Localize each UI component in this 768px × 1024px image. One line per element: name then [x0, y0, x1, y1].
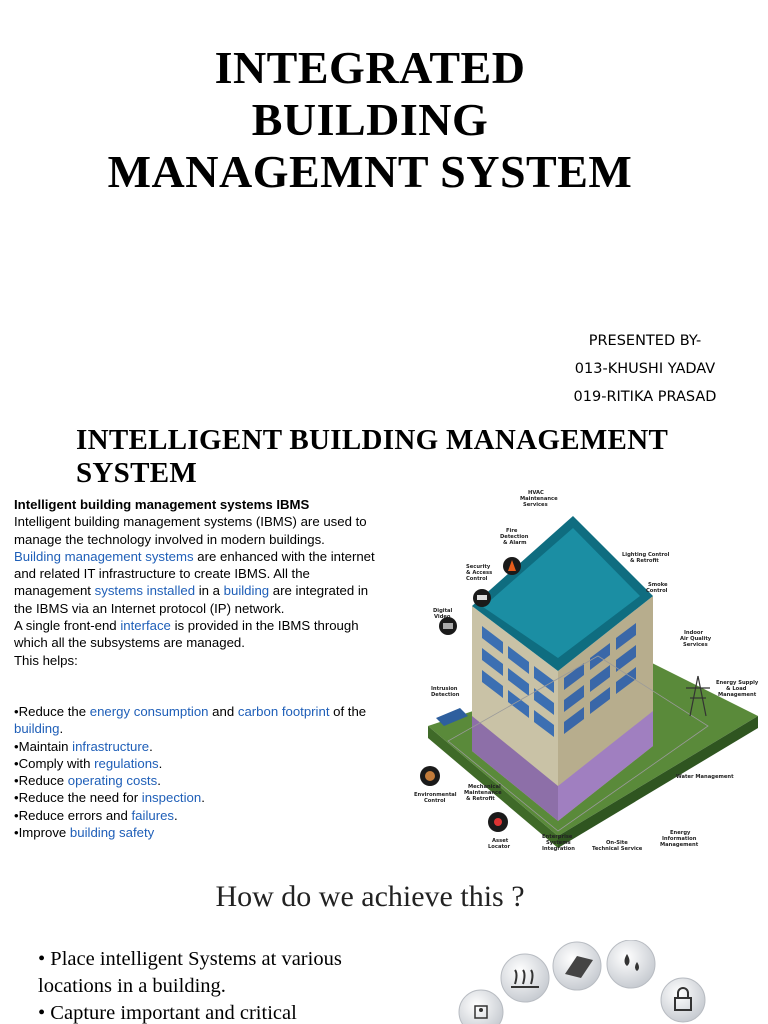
solar-panel-icon [553, 942, 601, 990]
link-infrastructure[interactable]: infrastructure [72, 738, 150, 754]
svg-text:Control: Control [646, 588, 668, 594]
para-line: the IBMS via an Internet protocol (IP) network. [14, 600, 285, 616]
bullet-item [14, 738, 414, 755]
bullet-text: and [208, 703, 238, 719]
presenters-block [560, 327, 730, 411]
svg-text:Detection: Detection [500, 534, 529, 540]
slide3-bullets [38, 946, 398, 1024]
slide1-title [60, 42, 680, 198]
user-icon [459, 990, 503, 1024]
slide1-title-line-3: MANAGEMNT SYSTEM [107, 146, 633, 197]
para-line: Intelligent building management systems (IBMS) are used to [14, 514, 367, 530]
svg-text:& Retrofit: & Retrofit [466, 796, 495, 802]
bullet-text: •Maintain [14, 738, 73, 754]
label-energy-info: Energy [670, 830, 691, 836]
para-line [14, 548, 414, 565]
label-hvac: HVAC [528, 490, 544, 496]
svg-text:Video: Video [434, 614, 451, 620]
bullet-text: of the [329, 703, 367, 719]
bullet-item [14, 807, 414, 824]
building-illustration [408, 486, 764, 860]
svg-text:Technical Service: Technical Service [592, 846, 643, 852]
system-icons [455, 940, 755, 1024]
slide3-bullet-line: locations in a building. [38, 975, 226, 997]
svg-text:Control: Control [424, 798, 446, 804]
svg-text:Air Quality: Air Quality [680, 636, 712, 642]
ibms-description [14, 496, 414, 841]
label-energy-supply: Energy Supply [716, 680, 759, 686]
label-intrusion: Intrusion [431, 686, 458, 692]
svg-text:Integration: Integration [542, 846, 575, 852]
bullet-text: •Reduce the [14, 703, 90, 719]
svg-text:& Retrofit: & Retrofit [630, 558, 659, 564]
para-text: in a [195, 583, 224, 599]
water-drop-icon [607, 940, 655, 988]
bullet-text: . [149, 738, 153, 754]
slide3-title: How do we achieve this ? [215, 880, 525, 913]
presented-by-label: PRESENTED BY- [588, 333, 702, 349]
svg-text:& Load: & Load [726, 686, 747, 692]
lock-icon [661, 978, 705, 1022]
svg-text:Management: Management [718, 692, 757, 698]
bullet-text: . [174, 807, 178, 823]
slide3-bullet-line: • Place intelligent Systems at various [38, 948, 342, 970]
svg-text:Management: Management [660, 842, 699, 848]
link-carbon-footprint[interactable]: carbon footprint [237, 703, 330, 719]
system-icons-row [455, 940, 755, 1024]
para-line [14, 617, 414, 634]
link-energy-consumption[interactable]: energy consumption [89, 703, 209, 719]
bullet-text: . [157, 773, 161, 789]
bullet-item [14, 824, 414, 841]
bullet-text: . [59, 721, 64, 737]
link-building[interactable]: building [223, 583, 270, 599]
label-mechanical: Mechanical [468, 784, 501, 790]
para-text: are enhanced with the internet [193, 548, 375, 564]
label-smoke: Smoke [648, 582, 668, 588]
bullet-text: •Reduce errors and [14, 807, 132, 823]
ibms-heading: Intelligent building management systems IBMS [14, 497, 310, 512]
label-lighting: Lighting Control [622, 552, 670, 558]
label-environmental: Environmental [414, 792, 457, 798]
link-building-management-systems[interactable]: Building management systems [14, 548, 194, 564]
label-onsite: On-Site [606, 840, 628, 846]
para-text: A single front-end [14, 618, 121, 634]
slide3-bullet-line: • Capture important and critical [38, 1002, 297, 1024]
slide1-title-line-1: INTEGRATED [214, 42, 526, 93]
svg-text:& Alarm: & Alarm [503, 540, 527, 546]
label-enterprise: Enterprise [542, 834, 573, 840]
para-line: which all the subsystems are managed. [14, 635, 245, 651]
link-building-safety[interactable]: building safety [69, 825, 155, 841]
bullet-text: •Comply with [14, 755, 95, 771]
hvac-icon [501, 954, 549, 1002]
slide2-title-line-2: SYSTEM [76, 457, 198, 489]
para-text: is provided in the IBMS through [170, 618, 359, 634]
slide1-title-line-2: BUILDING [251, 94, 489, 145]
link-inspection[interactable]: inspection [141, 790, 202, 806]
label-air: Indoor [684, 630, 704, 636]
slide2-title-line-1: INTELLIGENT BUILDING MANAGEMENT [76, 424, 669, 456]
label-fire: Fire [506, 528, 518, 534]
svg-text:Information: Information [662, 836, 697, 842]
para-text: are integrated in [269, 583, 369, 599]
svg-text:Locator: Locator [488, 844, 511, 850]
svg-text:Maintenance: Maintenance [520, 496, 558, 502]
bullet-item [14, 755, 414, 772]
label-asset: Asset [492, 838, 509, 844]
link-failures[interactable]: failures [131, 807, 175, 823]
link-interface[interactable]: interface [120, 618, 171, 634]
bullet-item [14, 703, 414, 720]
ibms-building-diagram [408, 486, 764, 860]
bullet-item [14, 789, 414, 806]
bullet-text: . [158, 755, 163, 771]
para-text: management [14, 583, 95, 599]
svg-text:Detection: Detection [431, 692, 460, 698]
bullet-text: •Improve [14, 825, 70, 841]
slide2-title [76, 424, 756, 490]
para-line: This helps: [14, 652, 78, 668]
para-line [14, 582, 414, 599]
bullet-item [14, 772, 414, 789]
spacer [14, 669, 414, 703]
link-regulations[interactable]: regulations [94, 755, 159, 771]
link-operating-costs[interactable]: operating costs [67, 773, 158, 789]
svg-text:Systems: Systems [546, 840, 571, 846]
label-security: Security [466, 564, 491, 570]
svg-text:& Access: & Access [466, 570, 493, 576]
para-line: manage the technology involved in modern buildings. [14, 531, 325, 547]
link-systems-installed[interactable]: systems installed [94, 583, 196, 599]
para-line: and related IT infrastructure to create IBMS. All the [14, 566, 310, 582]
svg-text:Services: Services [523, 502, 548, 508]
bullet-text: •Reduce [14, 773, 68, 789]
label-video: Digital [433, 608, 453, 614]
link-building-2[interactable]: building [14, 721, 60, 737]
bullet-item-continuation [14, 720, 414, 737]
label-water: Water Management [676, 774, 734, 780]
presenter-2: 019-RITIKA PRASAD [573, 389, 717, 405]
bullet-text: . [201, 790, 205, 806]
svg-text:Services: Services [683, 642, 708, 648]
presenter-1: 013-KHUSHI YADAV [574, 361, 716, 377]
bullet-text: •Reduce the need for [14, 790, 142, 806]
svg-text:Control: Control [466, 576, 488, 582]
svg-text:Maintenance: Maintenance [464, 790, 502, 796]
